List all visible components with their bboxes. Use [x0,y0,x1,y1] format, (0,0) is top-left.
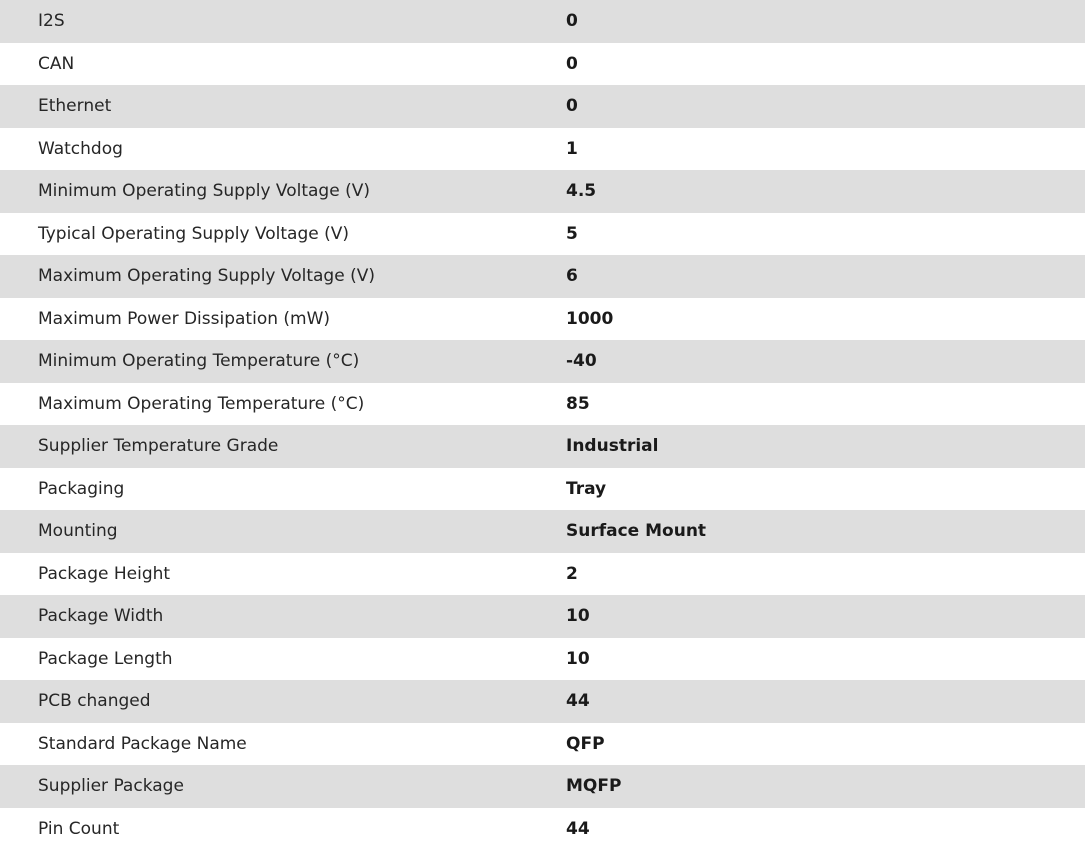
row-value: 85 [566,393,590,414]
table-row [0,765,1085,808]
row-label: Minimum Operating Supply Voltage (V) [38,181,370,202]
table-row [0,43,1085,86]
row-label: Package Length [38,648,173,669]
row-value: 1000 [566,308,614,329]
row-value: Industrial [566,436,659,457]
row-label: Mounting [38,521,118,542]
table-row [0,808,1085,845]
table-row [0,468,1085,511]
row-label: Maximum Operating Supply Voltage (V) [38,266,375,287]
row-label: CAN [38,53,75,74]
row-label: Package Width [38,606,164,627]
row-value: 1 [566,138,578,159]
row-value: 10 [566,648,590,669]
row-value: 10 [566,606,590,627]
row-value: 44 [566,691,590,712]
row-label: Minimum Operating Temperature (°C) [38,351,360,372]
table-row [0,595,1085,638]
table-row [0,510,1085,553]
table-row [0,340,1085,383]
row-label: Supplier Package [38,776,184,797]
row-value: 6 [566,266,578,287]
row-label: PCB changed [38,691,151,712]
table-row [0,723,1085,766]
row-label: Standard Package Name [38,733,247,754]
table-row [0,298,1085,341]
row-label: Supplier Temperature Grade [38,436,279,457]
row-value: 0 [566,53,578,74]
table-row [0,0,1085,43]
table-row [0,553,1085,596]
table-row [0,638,1085,681]
row-value: 5 [566,223,578,244]
row-value: -40 [566,351,597,372]
row-label: I2S [38,11,65,32]
row-label: Pin Count [38,818,120,839]
row-label: Typical Operating Supply Voltage (V) [38,223,349,244]
row-label: Watchdog [38,138,123,159]
row-label: Ethernet [38,96,112,117]
row-label: Package Height [38,563,171,584]
row-value: 2 [566,563,578,584]
row-value: 4.5 [566,181,597,202]
row-value: Tray [566,478,607,499]
table-row [0,680,1085,723]
table-row [0,383,1085,426]
row-value: Surface Mount [566,521,707,542]
table-row [0,170,1085,213]
table-row [0,213,1085,256]
row-value: 0 [566,96,578,117]
table-row [0,425,1085,468]
row-value: QFP [566,733,605,754]
row-label: Packaging [38,478,125,499]
row-label: Maximum Power Dissipation (mW) [38,308,331,329]
table-row [0,255,1085,298]
table-row [0,85,1085,128]
row-label: Maximum Operating Temperature (°C) [38,393,365,414]
row-value: 44 [566,818,590,839]
row-value: 0 [566,11,578,32]
row-value: MQFP [566,776,622,797]
table-row [0,128,1085,171]
